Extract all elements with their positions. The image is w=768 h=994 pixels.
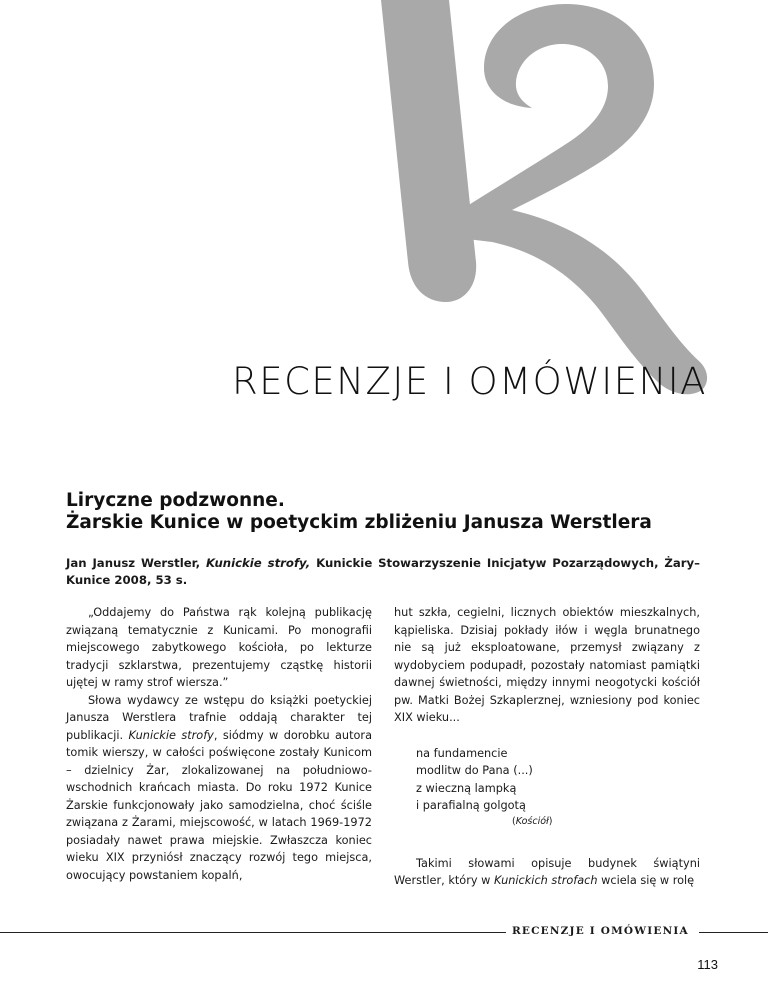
decorative-letter-k [372, 0, 712, 400]
bibliographic-note [66, 555, 700, 589]
right-column [394, 604, 700, 890]
paragraph-continued: hut szkła, cegielni, licznych obiektów mieszkalnych, kąpieliska. Dzisiaj pokłady iłów i węgla brunatnego nie są już eksploatowane, przemysł związany z wydobyciem podupadł, pozostały natomiast pamiątki dawnej świetności, między innymi neogotycki kościół pw. Matki Bożej Szkaplerznej, wzniesiony pod koniec XIX wieku... [394, 606, 700, 724]
verse-source-close: ) [548, 815, 553, 827]
bib-book-title: Kunickie strofy, [206, 556, 311, 570]
verse-line: modlitw do Pana (...) [416, 764, 533, 777]
verse-line: i parafialną golgotą [416, 799, 526, 812]
paragraph-intro-a: Słowa wydawcy ze wstępu do książki poetyckiej Janusza Werstlera trafnie oddają charakter tej publikacji. [66, 693, 372, 742]
verse-source [512, 815, 700, 829]
bib-publisher: Kunickie Stowarzyszenie Inicjatyw Pozarządowych, Żary–Kunice 2008, 53 s. [66, 556, 700, 587]
footer-rule-right [699, 932, 768, 933]
paragraph-description-b: wciela się w rolę [601, 874, 695, 887]
article-title-line-2: Żarskie Kunice w poetyckim zbliżeniu Janusza Werstlera [66, 512, 652, 533]
paragraph-description [394, 855, 700, 890]
article-title-line-1: Liryczne podzwonne. [66, 490, 285, 511]
article-title [66, 490, 652, 534]
book-title-italic-2: Kunickich strofach [493, 874, 598, 887]
section-title: RECENZJE I OMÓWIENIA [232, 360, 707, 403]
bib-author: Jan Janusz Werstler, [66, 556, 201, 570]
paragraph-description-a: Takimi słowami opisuje budynek świątyni Werstler, który w [394, 856, 700, 887]
paragraph-quote: „Oddajemy do Państwa rąk kolejną publikację związaną tematycznie z Kunicami. Po monografii miejscowego zabytkowego kościoła, po lekturze tradycji szklarstwa, prezentujemy cząstkę historii ujętej w ramy strof wiersza.” [66, 606, 372, 689]
verse-source-open: ( [512, 815, 516, 827]
paragraph-intro-b: , siódmy w dorobku autora tomik wierszy, w całości poświęcone zostały Kunicom – dzielnicy Żar, zlokalizowanej na południowo-wschodnich krańcach miasta. Do roku 1972 Kunice Żarskie funkcjonowały jako samodzielna, choć ściśle związana z Żarami, miejscowość, w latach 1969-1972 posiadały nawet prawa miejskie. Zwłaszcza koniec wieku XIX przyniósł znaczący rozwój tego miejsca, owocujący powstaniem kopalń, [66, 728, 373, 882]
page-number: 113 [697, 957, 718, 972]
left-column [66, 604, 372, 884]
book-title-italic: Kunickie strofy [128, 728, 214, 742]
verse-line: z wieczną lampką [416, 781, 517, 795]
verse-quote [416, 745, 700, 815]
verse-line: na fundamencie [416, 746, 508, 760]
paragraph-intro [66, 692, 372, 885]
footer-rule-left [0, 932, 506, 933]
verse-source-title: Kościół [515, 815, 549, 827]
footer-section-label: RECENZJE I OMÓWIENIA [512, 925, 689, 937]
